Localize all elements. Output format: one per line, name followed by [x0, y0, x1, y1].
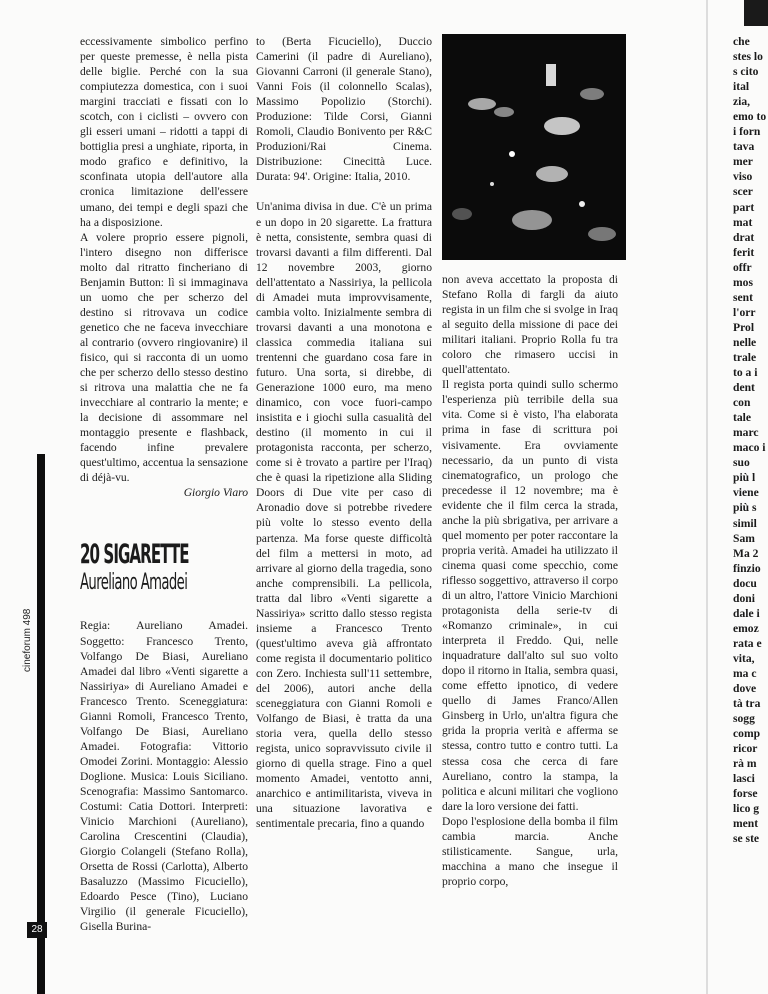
column-1 — [80, 34, 248, 934]
sidebar-bar — [37, 454, 45, 994]
paragraph: Il regista porta quindi sullo schermo l'esperienza più terribile della sua vita. Come si è visto, l'ha elaborata prima in fase di scrittura poi visivamente. Era ovviamente necessario, da un punto di vista cinematografico, un prologo che precedesse il 12 novembre; ma è evidente che il film cerca la strada, anche la più sbrigativa, per arrivare a quel momento per poter raccontare la propria verità. Amadei ha utilizzato il cinema quasi come specchio, come riflesso soggettivo, attraverso il corpo di un altro, l'attore Vinicio Marchioni protagonista della serie-tv di «Romanzo criminale», in cui interpreta il Freddo. Qui, nelle inquadrature dall'alto sul suo volto dopo il ritorno in Italia, sembra quasi, come effetto ipnotico, di vedere quello di James Franco/Allen Ginsberg in Urlo, un'altra figura che grida la propria verità e afferma se stessa, contro tutto e contro tutti. La stessa cosa che cerca di fare Aureliano, contro la stampa, la politica e alcuni militari che vogliono dare la loro versione dei fatti. — [442, 378, 618, 813]
paragraph: A volere proprio essere pignoli, l'intero disegno non differisce molto dal ritratto fincheriano di Benjamin Button: lì si immaginava un uomo che per scherzo del destino si ritrovava un codice genetico che ne faceva invecchiare al contrario (ovvero ringiovanire) il fisico, qui si racconta di un uomo che per scherzo dello stesso destino si ritrova una malattia che ne fa invecchiare al contrario la mente; e la decisione di assommare nel montaggio presente e flashback, facendo infine prevalere quest'ultimo, accentua la sensazione di déjà-vu. — [80, 230, 248, 485]
film-director: Aureliano Amadei — [80, 570, 188, 596]
film-title: 20 SIGARETTE — [80, 539, 189, 571]
paragraph: non aveva accettato la proposta di Stefano Rolla di fargli da aiuto regista in un film che si svolge in Iraq al seguito della missione di pace dei militari italiani. Proprio Rolla fu tra coloro che rimasero uccisi in quell'attentato. — [442, 273, 618, 377]
next-page-edge-text: che stes lo s cito ital zia, emo to i forn tava mer viso scer part mat drat ferit offr mos sent l'orr Prol nelle trale to a i dent con tale marc maco i suo più l viene più s simil Sam Ma 2 finzio docu doni dale i emoz rata e vita, ma c dove tà tra sogg comp ricor rà m lasci forse lico g ment se ste — [733, 35, 767, 846]
page-gutter-edge — [706, 0, 708, 994]
column-3 — [442, 272, 618, 889]
film-credits: Regia: Aureliano Amadei. Soggetto: Francesco Trento, Volfango De Biasi, Aureliano Amadei dal libro «Venti sigarette a Nassiriya» di Aureliano Amadei e Francesco Trento. Sceneggiatura: Gianni Romoli, Francesco Trento, Volfango De Biasi, Aureliano Amadei. Fotografia: Vittorio Omodei Zorini. Montaggio: Alessio Doglione. Musica: Louis Siciliano. Scenografia: Massimo Santomarco. Costumi: Catia Dottori. Interpreti: Vinicio Marchioni (Aureliano), Carolina Crescentini (Claudia), Giorgio Colangeli (Stefano Rolla), Orsetta de Rossi (Carlotta), Alberto Basaluzzo (Massimo Ficuciello), Edoardo Pesce (Tino), Luciano Virgilio (il generale Ficuciello), Gisella Burina- — [80, 619, 248, 934]
page-number: 28 — [27, 922, 47, 938]
film-still-image — [442, 34, 626, 260]
film-credits-continued: to (Berta Ficuciello), Duccio Camerini (il padre di Aureliano), Giovanni Carroni (il generale Stano), Vanni Fois (il colonnello Scalas), Massimo Popolizio (Storchi). Produzione: Tilde Corsi, Gianni Romoli, Claudio Bonivento per R&C Produzioni/Rai Cinema. Distribuzione: Cinecittà Luce. Durata: 94'. Origine: Italia, 2010. — [256, 35, 432, 184]
author-signature: Giorgio Viaro — [183, 486, 248, 500]
scan-edge-mark — [744, 0, 768, 26]
paragraph: Dopo l'esplosione della bomba il film cambia marcia. Anche stilisticamente. Sangue, urla, macchina a mano che insegue il proprio corpo, — [442, 814, 618, 888]
magazine-label: cineforum 498 — [22, 608, 33, 672]
paragraph: eccessivamente simbolico perfino per queste premesse, è nella pista delle biglie. Perché con la sua compiutezza domestica, con i suoi margini tracciati e fissati con lo scotch, con i ciclisti – ovvero con gli esseri umani – ridotti a tappi di bottiglia presi a unghiate, riporta, in modo grafico e definitivo, la sconfinata utopia dell'autore alla cronica limitazione dell'essere umano, dei tempi e degli spazi che ha a disposizione. — [80, 35, 248, 229]
film-still-photo — [442, 34, 626, 260]
column-2 — [256, 34, 432, 831]
paragraph: Un'anima divisa in due. C'è un prima e un dopo in 20 sigarette. La frattura è netta, consistente, sembra quasi di trovarsi davanti a film differenti. Dal 12 novembre 2003, giorno dell'attentato a Nassiriya, la pellicola di Amadei muta improvvisamente, cambia volto. Inizialmente sembra di trovarsi davanti a una monotona e classica commedia italiana sui trentenni che guardano cosa fare in futuro. Una sorta, si direbbe, di Generazione 1000 euro, ma meno dinamico, con voce fuori-campo insistita e i giochi sulla casualità del destino (il momento in cui il protagonista racconta, per scherzo, come si è trovato a partire per l'Iraq) che è quasi la ripetizione alla Sliding Doors di Due vite per caso di Aronadio dove si potrebbe rivedere più volte lo stesso evento della partenza. Ma forse queste difficoltà del film a mettersi in moto, ad arrivare al giorno della tragedia, sono anche comprensibili. La pellicola, tratta dal libro «Venti sigarette a Nassiriya» scritto dallo stesso regista insieme a Francesco Trento (quest'ultimo aveva già affrontato come regista il documentario politico con Zero. Inchiesta sull'11 settembre, del 2006), autori anche della sceneggiatura con Gianni Romoli e Volfango de Biasi, è tratta da una storia vera, quella dello stesso regista, unico sopravvissuto civile il giorno di quella strage. Fino a quel momento Amadei, ventotto anni, anarchico e antimilitarista, viveva in una situazione lavorativa e sentimentale precaria, fino a quando — [256, 200, 432, 831]
